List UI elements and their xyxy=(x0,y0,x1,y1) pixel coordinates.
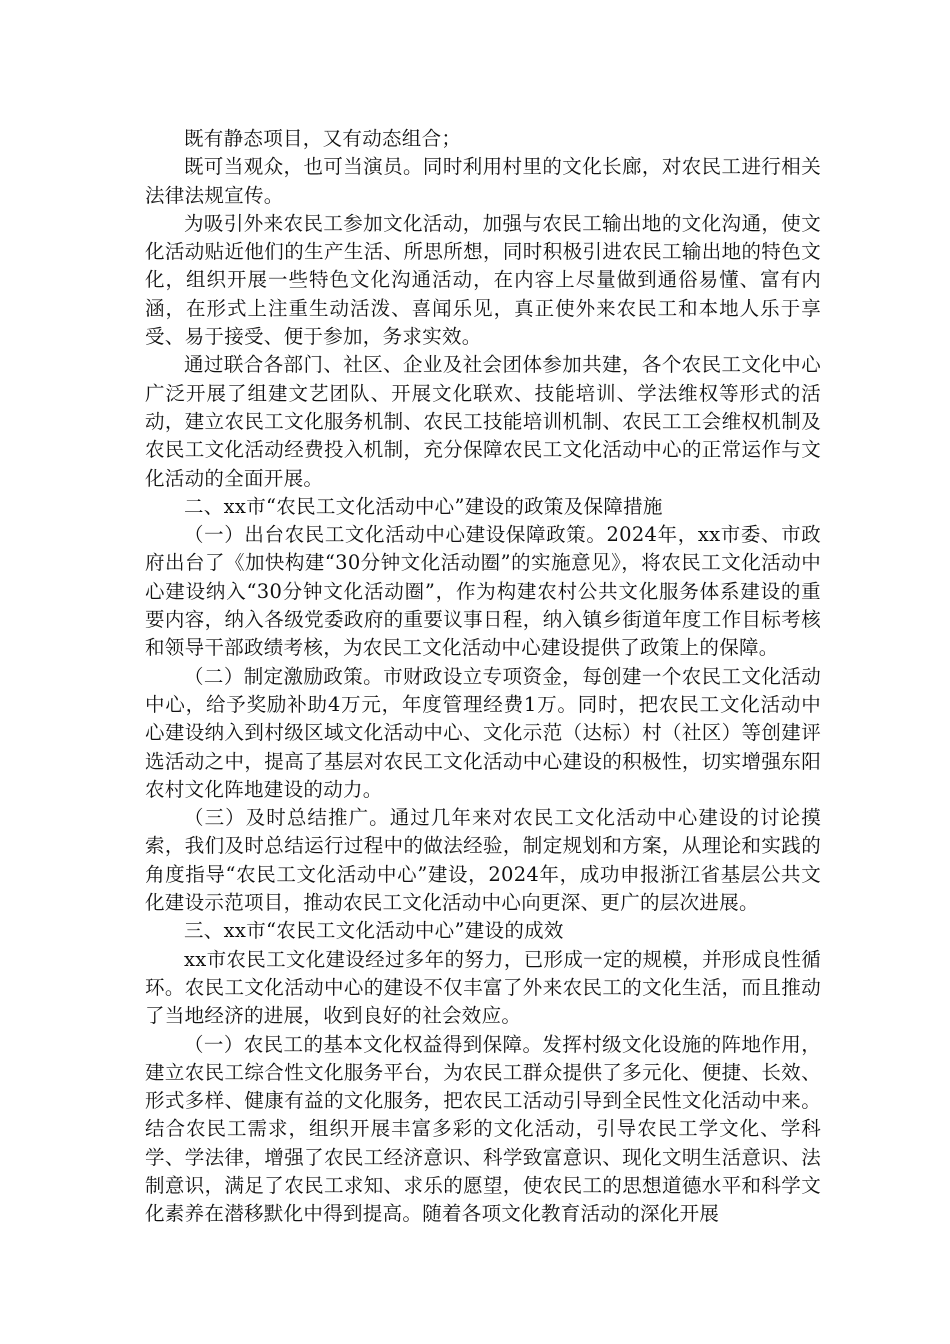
paragraph-1: 既有静态项目，又有动态组合； xyxy=(184,127,462,150)
paragraph-8: xx市农民工文化建设经过多年的努力，已形成一定的规模，并形成良性循环。农民工文化活动中心的建设不仅丰富了外来农民工的文化生活，而且推动了当地经济的进展，收到良好的社会效应。 xyxy=(145,947,821,1028)
paragraph-2: 既可当观众，也可当演员。同时利用村里的文化长廊，对农民工进行相关法律法规宣传。 xyxy=(145,155,821,207)
paragraph-9: （一）农民工的基本文化权益得到保障。发挥村级文化设施的阵地作用，建立农民工综合性文化服务平台，为农民工群众提供了多元化、便捷、长效、形式多样、健康有益的文化服务，把农民工活动引导到全民性文化活动中来。结合农民工需求，组织开展丰富多彩的文化活动，引导农民工学文化、学科学、学法律，增强了农民工经济意识、科学致富意识、现化文明生活意识、法制意识，满足了农民工求知、求乐的愿望，使农民工的思想道德水平和科学文化素养在潜移默化中得到提高。随着各项文化教育活动的深化开展 xyxy=(145,1032,821,1226)
paragraph-7: （三）及时总结推广。通过几年来对农民工文化活动中心建设的讨论摸索，我们及时总结运行过程中的做法经验，制定规划和方案，从理论和实践的角度指导“农民工文化活动中心”建设，2024年，成功申报浙江省基层公共文化建设示范项目，推动农民工文化活动中心向更深、更广的层次进展。 xyxy=(145,806,821,915)
document-page xyxy=(145,125,821,1229)
paragraph-4: 通过联合各部门、社区、企业及社会团体参加共建，各个农民工文化中心广泛开展了组建文艺团队、开展文化联欢、技能培训、学法维权等形式的活动，建立农民工文化服务机制、农民工技能培训机制、农民工工会维权机制及农民工文化活动经费投入机制，充分保障农民工文化活动中心的正常运作与文化活动的全面开展。 xyxy=(145,353,821,490)
section-heading-3: 三、xx市“农民工文化活动中心”建设的成效 xyxy=(184,919,564,943)
paragraph-5: （一）出台农民工文化活动中心建设保障政策。2024年，xx市委、市政府出台了《加快构建“30分钟文化活动圈”的实施意见》，将农民工文化活动中心建设纳入“30分钟文化活动圈”，作为构建农村公共文化服务体系建设的重要内容，纳入各级党委政府的重要议事日程，纳入镇乡街道年度工作目标考核和领导干部政绩考核，为农民工文化活动中心建设提供了政策上的保障。 xyxy=(145,523,821,660)
paragraph-6: （二）制定激励政策。市财政设立专项资金，每创建一个农民工文化活动中心，给予奖励补助4万元，年度管理经费1万。同时，把农民工文化活动中心建设纳入到村级区域文化活动中心、文化示范（达标）村（社区）等创建评选活动之中，提高了基层对农民工文化活动中心建设的积极性，切实增强东阳农村文化阵地建设的动力。 xyxy=(145,664,821,801)
section-heading-2: 二、xx市“农民工文化活动中心”建设的政策及保障措施 xyxy=(184,494,663,518)
paragraph-3: 为吸引外来农民工参加文化活动，加强与农民工输出地的文化沟通，使文化活动贴近他们的生产生活、所思所想，同时积极引进农民工输出地的特色文化，组织开展一些特色文化沟通活动，在内容上尽量做到通俗易懂、富有内涵，在形式上注重生动活泼、喜闻乐见，真正使外来农民工和本地人乐于享受、易于接受、便于参加，务求实效。 xyxy=(145,211,821,349)
